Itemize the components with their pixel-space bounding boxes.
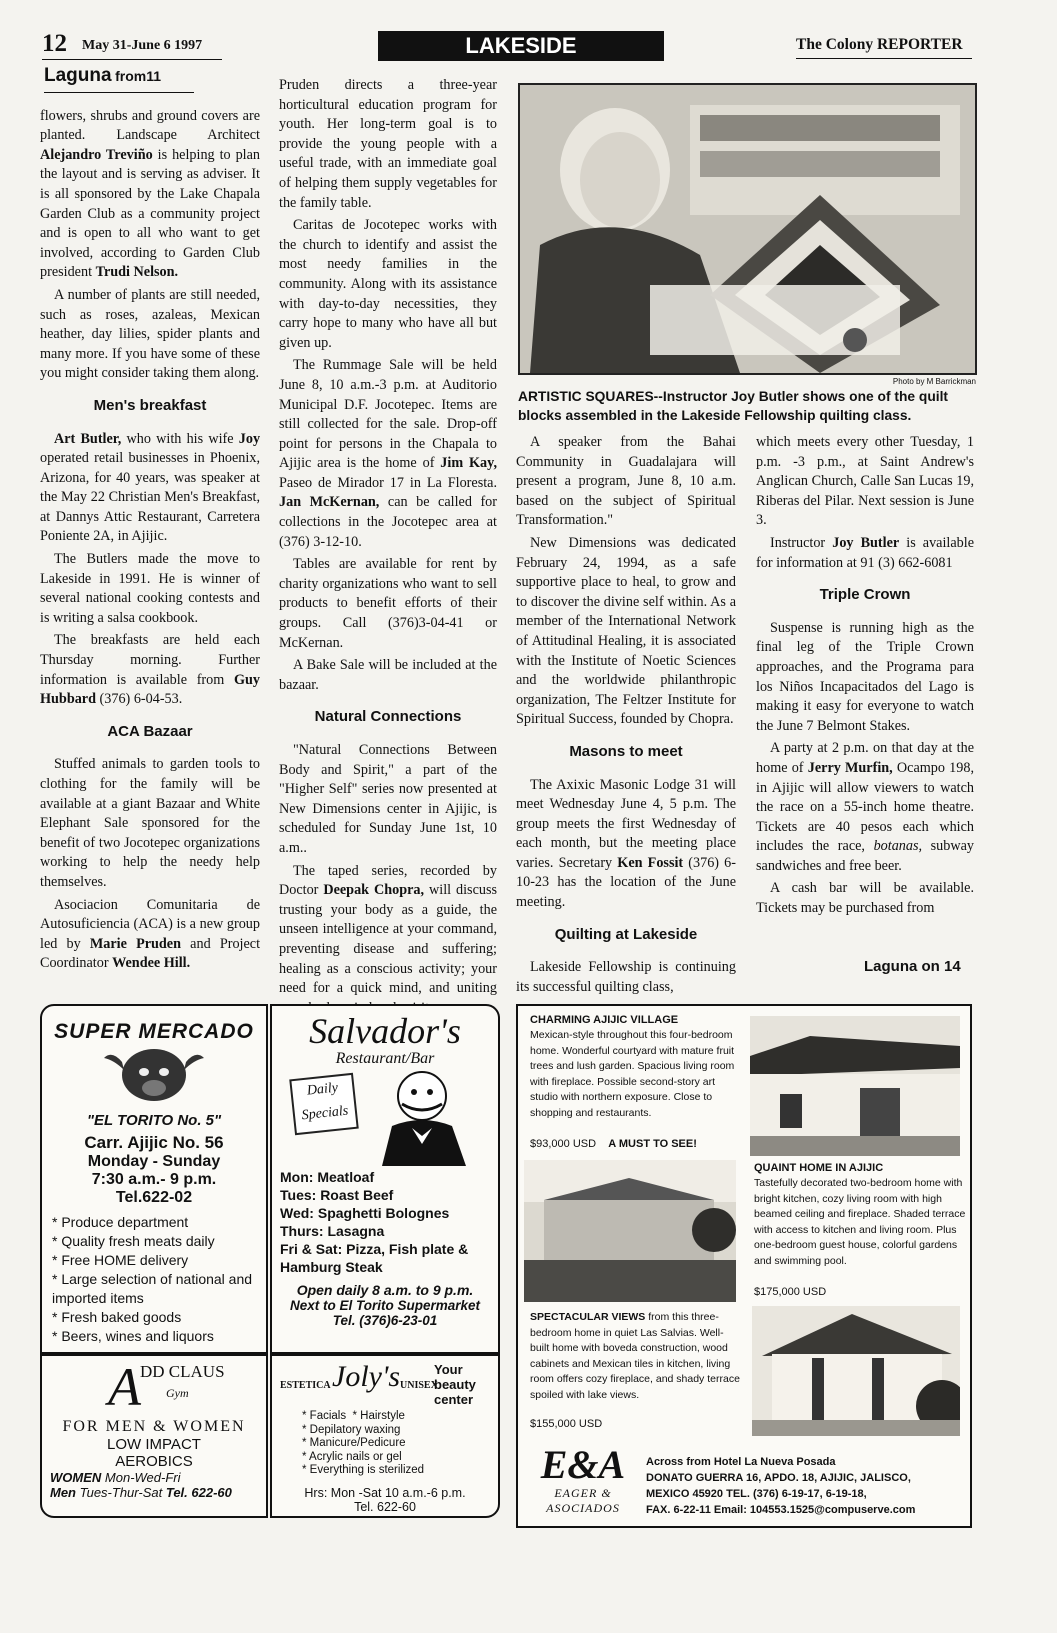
eager-logo bbox=[528, 1444, 638, 1516]
menu-item: Fri & Sat: Pizza, Fish plate & Hamburg Steak bbox=[280, 1241, 469, 1275]
joly-services bbox=[302, 1410, 498, 1478]
page-number: 12 bbox=[42, 30, 67, 57]
gym-line-2: LOW IMPACT bbox=[107, 1436, 201, 1453]
men-days: Tues-Thur-Sat bbox=[79, 1485, 163, 1500]
paragraph: The Butlers made the move to Lakeside in 1991. He is winner of several national cooking contests and is writing a salsa cookbook. bbox=[40, 551, 260, 626]
photo-caption: ARTISTIC SQUARES--Instructor Joy Butler shows one of the quilt blocks assembled in the Lakeside Fellowship quilting class. bbox=[518, 389, 949, 423]
gym-tel: Tel. 622-60 bbox=[165, 1485, 232, 1500]
article-column-2 bbox=[279, 76, 497, 1021]
list-item: * Depilatory waxing bbox=[302, 1424, 498, 1438]
restaurant-tel: Tel. (376)6-23-01 bbox=[332, 1313, 438, 1328]
quilt-photo-illustration bbox=[520, 85, 975, 373]
list-item: * Acrylic nails or gel bbox=[302, 1451, 498, 1465]
listing-2-title: QUAINT HOME IN AJIJIC bbox=[754, 1162, 884, 1174]
paragraph: Caritas de Jocotepec works with the church to identify and assist the most needy families in the community. Along with its assistance with day-to-day necessities, they carry hope to many who have all but given up. bbox=[279, 217, 497, 351]
subhead-triple-crown: Triple Crown bbox=[819, 586, 911, 604]
chef-icon bbox=[362, 1068, 492, 1166]
store-address: Carr. Ajijic No. 56 bbox=[84, 1133, 224, 1152]
list-item: * Beers, wines and liquors bbox=[52, 1327, 266, 1346]
logo-letter: A bbox=[108, 1357, 141, 1417]
subhead-mens-breakfast: Men's breakfast bbox=[93, 396, 207, 414]
subhead-masons: Masons to meet bbox=[569, 742, 683, 760]
address-line: MEXICO 45920 TEL. (376) 6-19-17, 6-19-18, bbox=[646, 1488, 867, 1500]
jump-rule bbox=[44, 92, 194, 93]
paragraph: Instructor Joy Butler is available for information at 91 (3) 662-6081 bbox=[756, 534, 974, 571]
list-item: * Fresh baked goods bbox=[52, 1308, 266, 1327]
joly-tag: Your beauty center bbox=[434, 1362, 476, 1407]
store-tel: Tel.622-02 bbox=[115, 1189, 193, 1206]
gym-line-3: AEROBICS bbox=[115, 1453, 193, 1470]
menu-item: Wed: Spaghetti Bolognes bbox=[280, 1205, 450, 1221]
bull-icon bbox=[42, 1044, 266, 1106]
list-item: * Everything is sterilized bbox=[302, 1464, 498, 1478]
listing-2-photo bbox=[524, 1160, 736, 1302]
paragraph: Tables are available for rent by charity organizations who want to sell products to benefit efforts of their groups. Call (376)3-04-41 or McKernan. bbox=[279, 556, 497, 651]
ad-super-mercado bbox=[40, 1004, 268, 1354]
store-days: Monday - Sunday bbox=[87, 1153, 221, 1170]
chef-illustration bbox=[272, 1068, 498, 1166]
joly-right: UNISEX bbox=[400, 1380, 438, 1391]
listing-1-price: $93,000 USD bbox=[530, 1138, 597, 1150]
listing-1-text: Mexican-style throughout this four-bedroom home. Wonderful courtyard with mature fruit trees and lush garden. Spacious living room with fireplace. Possible second-story art studio with northern exposure. Close to shopping and restaurants. bbox=[530, 1029, 735, 1119]
paragraph: A speaker from the Bahai Community in Guadalajara will present a program, June 8, 10 a.m. based on the subject of Spiritual Transformation." bbox=[516, 434, 736, 529]
paragraph: Stuffed animals to garden tools to clothing for the family will be available at a giant Bazaar and White Elephant Sale sponsored for the benefit of two Jocotepec organizations working to help the needy help themselves. bbox=[40, 756, 260, 890]
list-item: * Quality fresh meats daily bbox=[52, 1232, 266, 1251]
paragraph: Pruden directs a three-year horticultural education program for youth. Her long-term goal is to provide the young people with a useful trade, with an immediate goal of helping them supply vegetables for the family table. bbox=[279, 77, 497, 211]
eager-address bbox=[646, 1454, 915, 1518]
jump-from: from11 bbox=[115, 68, 162, 84]
photo-credit: Photo by M Barrickman bbox=[892, 377, 976, 386]
paragraph: flowers, shrubs and ground covers are planted. Landscape Architect Alejandro Treviño is helping to plan the layout and is serving as adviser. It is all sponsored by the Lake Chapala Garden Club as a community project and is open to all who want to get involved, according to Garden Club president Trudi Nelson. bbox=[40, 107, 261, 281]
joly-name: Joly's bbox=[332, 1360, 401, 1393]
paragraph: A number of plants are still needed, such as roses, azaleas, Mexican heather, day lilies, spider plants and many more. If you have some of these you might consider taking them along. bbox=[40, 286, 260, 382]
men-label: Men bbox=[50, 1485, 76, 1500]
restaurant-open: Open daily 8 a.m. to 9 p.m. bbox=[296, 1282, 474, 1298]
listing-3-text: from this three-bedroom home in quiet Las Salvias. Well-built home with boveda construction, wood cabinets and Mexican tiles in kitchen, living room offers cozy fireplace, and shady terrace spoiled with lake views. bbox=[530, 1311, 740, 1401]
paragraph: "Natural Connections Between Body and Spirit," a part of the "Higher Self" series now presented at New Dimensions center in Ajijic, is scheduled for Sunday June 1st, 10 a.m.. bbox=[279, 742, 497, 856]
gym-logo bbox=[42, 1356, 266, 1418]
restaurant-subtitle: Restaurant/Bar bbox=[335, 1050, 435, 1067]
listing-2-price: $175,000 USD bbox=[754, 1286, 827, 1298]
article-column-4 bbox=[756, 433, 974, 922]
listing-3-title: SPECTACULAR VIEWS bbox=[530, 1311, 646, 1323]
ad-add-claus-gym bbox=[40, 1354, 268, 1518]
logo-mark: E&A bbox=[540, 1442, 626, 1487]
jump-headline bbox=[44, 66, 260, 88]
jump-link-laguna-14[interactable]: Laguna on 14 bbox=[864, 958, 961, 975]
paragraph: Asociacion Comunitaria de Autosuficiencia (ACA) is a new group led by Marie Pruden and Project Coordinator Wendee Hill. bbox=[40, 896, 261, 972]
restaurant-name: Salvador's bbox=[309, 1011, 461, 1051]
paragraph: Suspense is running high as the final leg of the Triple Crown approaches, and the Programa para los Niños Incapacitados del Lago is making it easy for everyone to watch the June 7 Belmont Stakes. bbox=[756, 619, 974, 734]
masthead-rule-right bbox=[796, 58, 972, 59]
listing-3-text-block bbox=[530, 1310, 740, 1403]
list-item: * Free HOME delivery bbox=[52, 1251, 266, 1270]
address-line: Across from Hotel La Nueva Posada bbox=[646, 1456, 836, 1468]
newspaper-name: The Colony REPORTER bbox=[796, 36, 963, 53]
paragraph: A Bake Sale will be included at the bazaar. bbox=[279, 657, 497, 693]
joly-tel: Tel. 622-60 bbox=[354, 1499, 416, 1514]
list-item: * Manicure/Pedicure bbox=[302, 1437, 498, 1451]
women-days: Mon-Wed-Fri bbox=[104, 1470, 181, 1485]
jump-title: Laguna bbox=[44, 65, 112, 86]
paragraph: Lakeside Fellowship is continuing its successful quilting class, bbox=[516, 959, 736, 995]
ad-jolys-estetica bbox=[270, 1354, 500, 1518]
listing-1-photo bbox=[750, 1016, 960, 1156]
paragraph: A party at 2 p.m. on that day at the home of Jerry Murfin, Ocampo 198, in Ajijic will allow viewers to watch the race on a 55-inch home theatre. Tickets are 40 pesos each which includes the race, botanas, subway sandwiches and free beer. bbox=[756, 740, 975, 874]
issue-date: May 31-June 6 1997 bbox=[82, 38, 203, 53]
ad-title: SUPER MERCADO bbox=[54, 1020, 254, 1043]
store-hours: 7:30 a.m.- 9 p.m. bbox=[91, 1171, 217, 1188]
address-line: FAX. 6-22-11 Email: 104553.1525@compuserve.com bbox=[646, 1504, 916, 1516]
subhead-quilting: Quilting at Lakeside bbox=[554, 925, 698, 943]
logo-sub-1: EAGER & bbox=[554, 1486, 612, 1500]
gym-men-schedule bbox=[50, 1485, 266, 1500]
section-banner: LAKESIDE bbox=[378, 31, 664, 61]
paragraph: The breakfasts are held each Thursday morning. Further information is available from Guy Hubbard (376) 6-04-53. bbox=[40, 632, 260, 708]
ad-eager-asociados bbox=[516, 1004, 972, 1528]
paragraph: Art Butler, who with his wife Joy operated retail businesses in Phoenix, Arizona, for 40 years, was speaker at the May 22 Christian Men's Breakfast, at Dannys Attic Restaurant, Carretera Poniente 2A, in Ajijic. bbox=[40, 430, 261, 545]
paragraph: A cash bar will be available. Tickets may be purchased from bbox=[756, 880, 974, 917]
logo-sub-2: ASOCIADOS bbox=[546, 1501, 620, 1515]
listing-3-price: $155,000 USD bbox=[530, 1418, 603, 1430]
paragraph: which meets every other Tuesday, 1 p.m. -3 p.m., at Saint Andrew's Anglican Church, Calle San Lucas 19, Riberas del Pilar. Next session is June 3. bbox=[756, 434, 974, 529]
gym-women-schedule bbox=[50, 1470, 266, 1485]
paragraph: The Rummage Sale will be held June 8, 10 a.m.-3 p.m. at Auditorio Municipal D.F. Jocotepec. Items are still collected for the sale. Drop-off point for persons in the Chapala to Ajijic area is the home of Jim Kay, Paseo de Mirador 17 in La Floresta. Jan McKernan, can be called for collections in the Jocotepec area at (376) 3-12-10. bbox=[279, 357, 498, 550]
listing-1-title: CHARMING AJIJIC VILLAGE bbox=[530, 1014, 679, 1026]
joly-left: ESTETICA bbox=[280, 1380, 331, 1391]
menu-list bbox=[280, 1168, 498, 1276]
menu-item: Tues: Roast Beef bbox=[280, 1187, 394, 1203]
listing-1-must: A MUST TO SEE! bbox=[608, 1138, 697, 1150]
paragraph: The taped series, recorded by Doctor Deepak Chopra, will discuss trusting your body as a guide, the unseen intelligence at your command, preventing disease and suffering; healing as a conscious activity; your need for a quick mind, and uniting bbox=[279, 862, 497, 997]
logo-gym: Gym bbox=[166, 1386, 189, 1400]
store-name: "EL TORITO No. 5" bbox=[86, 1112, 222, 1129]
menu-item: Mon: Meatloaf bbox=[280, 1169, 375, 1185]
restaurant-location: Next to El Torito Supermarket bbox=[289, 1298, 481, 1313]
paragraph: The Axixic Masonic Lodge 31 will meet Wednesday June 4, 5 p.m. The group meets the first Wednesday of each month, but the meeting place varies. Secretary Ken Fossit (376) 6-10-23 has the location of the June meeting. bbox=[516, 776, 736, 911]
masthead-rule bbox=[42, 59, 222, 60]
subhead-natural-connections: Natural Connections bbox=[314, 708, 462, 726]
listing-2-text: Tastefully decorated two-bedroom home with bright kitchen, cozy living room with high beamed ceiling and fireplace. Shaded terrace with access to kitchen and living room. Plus one-bedroom guest house, colorful gardens and swimming pool. bbox=[754, 1177, 966, 1267]
gym-line-1: FOR MEN & WOMEN bbox=[62, 1418, 246, 1435]
listing-3-photo bbox=[752, 1306, 960, 1436]
joly-header bbox=[272, 1356, 498, 1406]
ad-salvadors bbox=[270, 1004, 500, 1354]
women-label: WOMEN bbox=[50, 1470, 102, 1485]
list-item: * Facials * Hairstyle bbox=[302, 1410, 498, 1424]
daily-specials-sign: Daily Specials bbox=[289, 1073, 359, 1135]
list-item: * Produce department bbox=[52, 1213, 266, 1232]
menu-item: Thurs: Lasagna bbox=[280, 1223, 385, 1239]
quilt-photo bbox=[518, 83, 977, 375]
list-item: * Large selection of national and imported items bbox=[52, 1270, 266, 1308]
store-features bbox=[52, 1213, 266, 1346]
joly-hours: Hrs: Mon -Sat 10 a.m.-6 p.m. bbox=[304, 1485, 466, 1500]
subhead-aca-bazaar: ACA Bazaar bbox=[107, 722, 193, 740]
logo-name: DD CLAUS bbox=[140, 1362, 225, 1381]
article-column-1 bbox=[40, 66, 260, 977]
article-column-3 bbox=[516, 433, 736, 1000]
listing-1-price-row bbox=[530, 1138, 740, 1150]
address-line: DONATO GUERRA 16, APDO. 18, AJIJIC, JALISCO, bbox=[646, 1472, 911, 1484]
paragraph: New Dimensions was dedicated February 24, 1994, as a safe supportive place to heal, to grow and to discover the divine self within. As a member of the International Network of Attitudinal Healing, it is associated with the Institute of Noetic Sciences and the worldwide philanthropic organization, The Feltzer Institute for Spiritual Success, founded by Chopra. bbox=[516, 534, 736, 728]
